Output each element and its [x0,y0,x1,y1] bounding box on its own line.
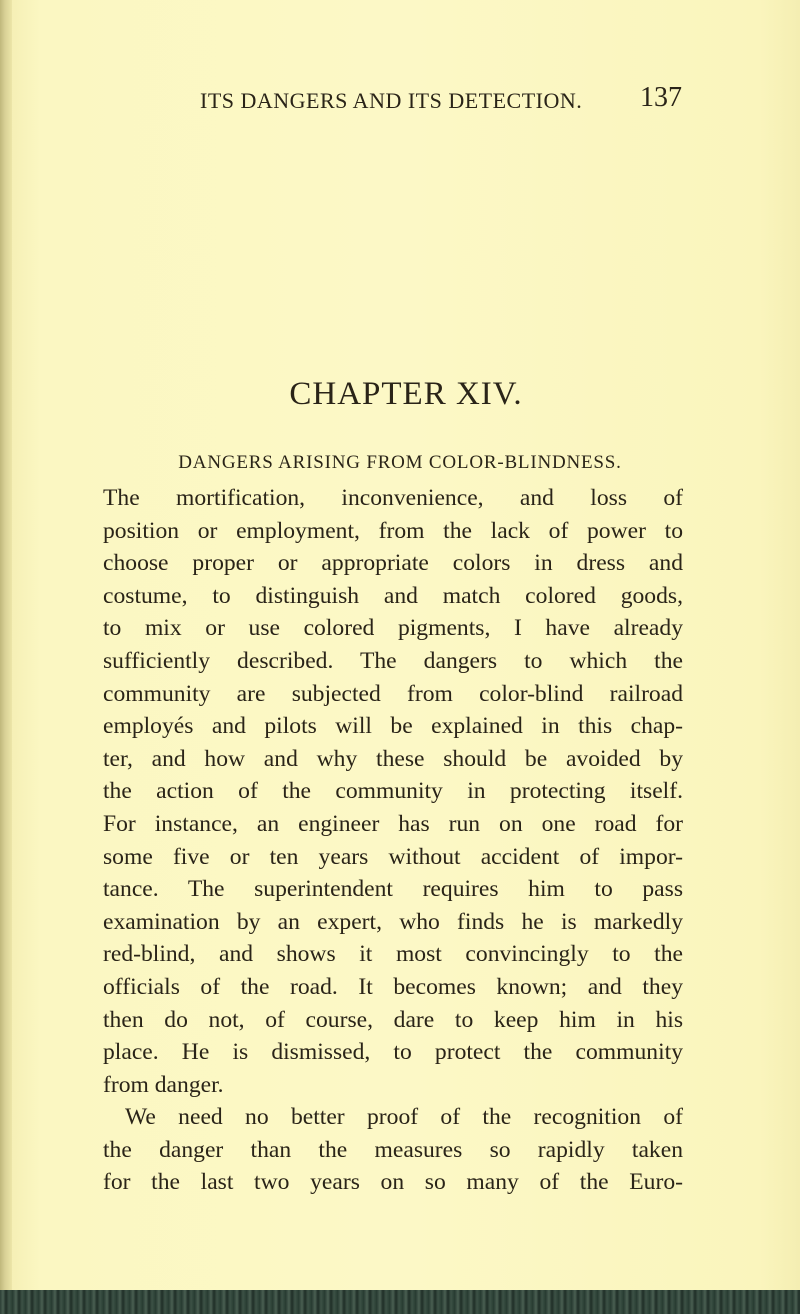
text-line: ter, and how and why these should be avoided by [103,745,683,772]
paragraph-1 [103,482,683,1101]
text-line: costume, to distinguish and match colored goods, [103,582,683,609]
text-line: for the last two years on so many of the Euro- [103,1169,683,1196]
text-line: from danger. [103,1071,224,1098]
running-header [170,82,690,120]
text-line: place. He is dismissed, to protect the community [103,1039,683,1066]
text-line: to mix or use colored pigments, I have already [103,615,683,642]
text-line: For instance, an engineer has run on one road for [103,810,683,837]
text-line: We need no better proof of the recognition of [125,1104,683,1131]
chapter-title: CHAPTER XIV. [289,376,523,412]
page-binding-edge [0,0,12,1314]
chapter-subtitle: DANGERS ARISING FROM COLOR-BLINDNESS. [178,452,622,473]
text-line: the action of the community in protecting itself. [103,778,683,805]
text-line: officials of the road. It becomes known; and they [103,973,683,1000]
text-line: employés and pilots will be explained in this chap- [103,713,683,740]
text-line: sufficiently described. The dangers to which the [103,647,683,674]
text-line: The mortification, inconvenience, and loss of [103,485,683,511]
text-line: examination by an expert, who finds he is markedly [103,908,683,935]
text-line: some five or ten years without accident of impor- [103,843,683,870]
text-line: choose proper or appropriate colors in dress and [103,550,683,577]
text-line: red-blind, and shows it most convincingly to the [103,941,683,968]
running-title: ITS DANGERS AND ITS DETECTION. [200,88,583,113]
chapter-body [103,482,683,1199]
text-line: tance. The superintendent requires him to pass [103,876,683,903]
text-line: position or employment, from the lack of power to [103,517,683,544]
text-line: community are subjected from color-blind railroad [103,680,683,707]
paragraph-2 [103,1101,683,1199]
page-bottom-edge [0,1290,800,1314]
page-number: 137 [640,82,682,113]
text-line: then do not, of course, dare to keep him in his [103,1006,683,1033]
text-line: the danger than the measures so rapidly taken [103,1136,683,1163]
